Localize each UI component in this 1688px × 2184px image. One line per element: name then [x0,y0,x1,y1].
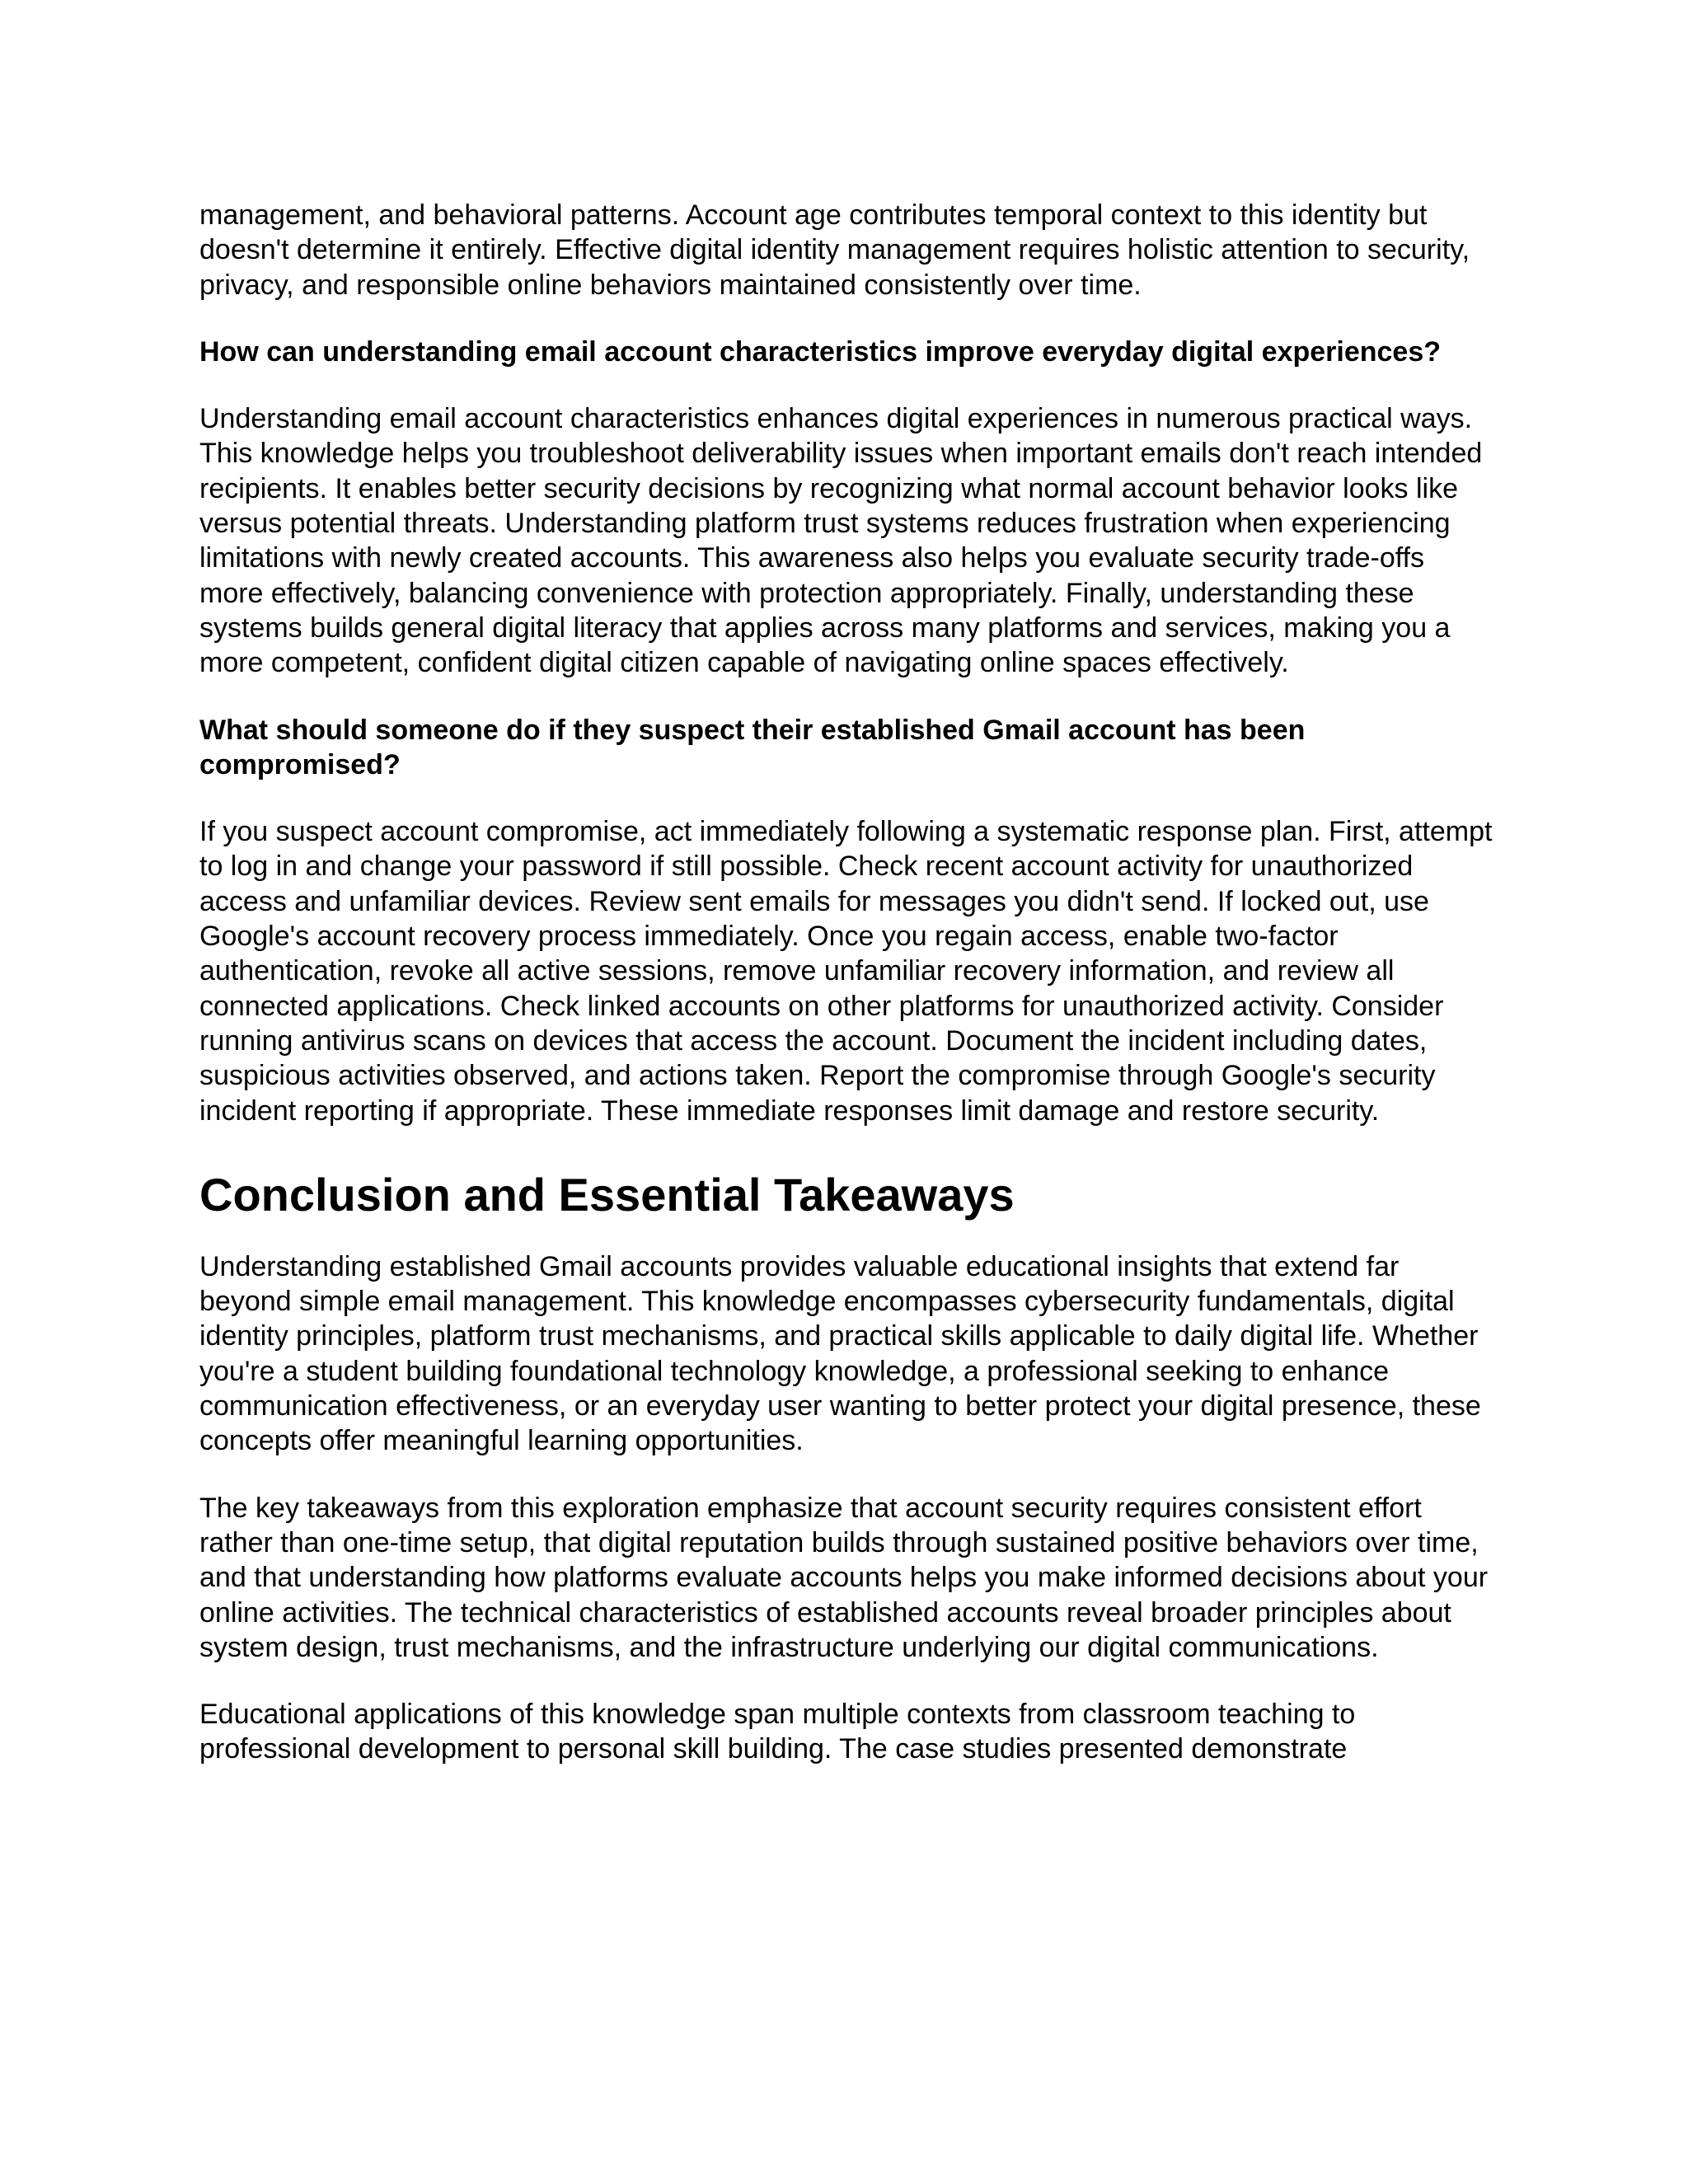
conclusion-paragraph-2: The key takeaways from this exploration emphasize that account security requires consistent effort rather than one-time setup, that digital reputation builds through sustained positive behaviors over time, and that understanding how platforms evaluate accounts helps you make informed decisions about your online activities. The technical characteristics of established accounts reveal broader principles about system design, trust mechanisms, and the infrastructure underlying our digital communications. [199,1492,1489,1663]
faq-question-2: What should someone do if they suspect their established Gmail account has been compromised? [199,714,1306,780]
conclusion-heading: Conclusion and Essential Takeaways [199,1168,1015,1221]
conclusion-paragraph-3: Educational applications of this knowledge span multiple contexts from classroom teaching to professional development to personal skill building. The case studies presented demonstrate [199,1699,1356,1765]
document-page [199,198,1493,1767]
faq-answer-2: If you suspect account compromise, act immediately following a systematic response plan. First, attempt to log in and change your password if still possible. Check recent account activity for unauthorized access and unfamiliar devices. Review sent emails for messages you didn't send. If locked out, use Google's account recovery process immediately. Once you regain access, enable two-factor authentication, revoke all active sessions, remove unfamiliar recovery information, and review all connected applications. Check linked accounts on other platforms for unauthorized activity. Consider running antivirus scans on devices that access the account. Document the incident including dates, suspicious activities observed, and actions taken. Report the compromise through Google's security incident reporting if appropriate. These immediate responses limit damage and restore security. [199,816,1493,1127]
faq-question-1: How can understanding email account characteristics improve everyday digital experiences? [199,335,1441,368]
conclusion-paragraph-1: Understanding established Gmail accounts provides valuable educational insights that extend far beyond simple email management. This knowledge encompasses cybersecurity fundamentals, digital identity principles, platform trust mechanisms, and practical skills applicable to daily digital life. Whether you're a student building foundational technology knowledge, a professional seeking to enhance communication effectiveness, or an everyday user wanting to better protect your digital presence, these concepts offer meaningful learning opportunities. [199,1250,1481,1457]
faq-answer-1: Understanding email account characteristics enhances digital experiences in numerous practical ways. This knowledge helps you troubleshoot deliverability issues when important emails don't reach intended recipients. It enables better security decisions by recognizing what normal account behavior looks like versus potential threats. Understanding platform trust systems reduces frustration when experiencing limitations with newly created accounts. This awareness also helps you evaluate security trade-offs more effectively, balancing convenience with protection appropriately. Finally, understanding these systems builds general digital literacy that applies across many platforms and services, making you a more competent, confident digital citizen capable of navigating online spaces effectively. [199,403,1483,679]
intro-paragraph: management, and behavioral patterns. Account age contributes temporal context to this identity but doesn't determine it entirely. Effective digital identity management requires holistic attention to security, privacy, and responsible online behaviors maintained consistently over time. [199,199,1470,301]
